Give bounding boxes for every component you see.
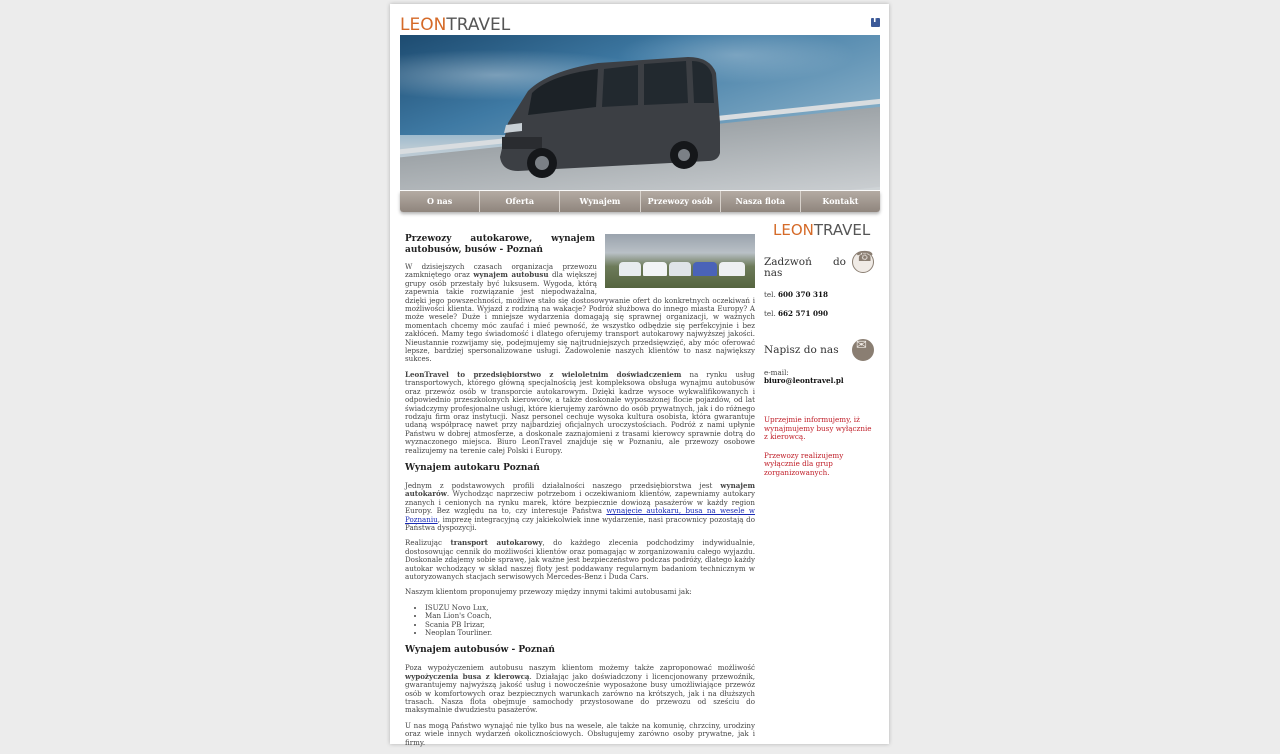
menu-item-wynajem[interactable]: Wynajem: [560, 191, 640, 212]
list-item: • Man Lion's Coach,: [425, 612, 755, 620]
menu-item-przewozy-osob[interactable]: Przewozy osób: [641, 191, 721, 212]
intro-paragraph: W dzisiejszych czasach organizacja przewozu zamkniętego oraz wynajem autobusu dla większej grupy osób przestały być luksusem. Wygoda, którą zapewnia takie rozwiązanie jest niepodważalna, dzięki jego powszechności, możliwe stało się dostosowywanie ofert do konkretnych oczekiwań i możliwości klienta. Wyjazd z rodziną na wakacje? Podróż służbowa do innego miasta Europy? A może wesele? Duże i mniejsze wydarzenia domagają się sprawnej organizacji, w ważnych momentach chcemy móc zaufać i mieć pewność, że wszystko odbędzie się perfekcyjnie i bez zakłóceń. Mamy tego świadomość i dlatego oferujemy transport autokarowy najwyższej jakości. Nieustannie rozwijamy się, podejmujemy się najtrudniejszych przedsięwzięć, aby móc oferować lepsze, bardziej spersonalizowane usługi. Zadowolenie naszych klientów to nasz największy sukces.: [405, 262, 755, 364]
email-label: e-mail:: [764, 367, 789, 377]
van-image: [488, 53, 723, 181]
phone-2[interactable]: tel. 662 571 090: [764, 309, 829, 319]
notice-driver: Uprzejmie informujemy, iż wynajmujemy busy wyłącznie z kierowcą.: [764, 414, 872, 442]
section-heading-autobusy: Wynajem autobusów - Poznań: [405, 645, 555, 656]
menu-item-o-nas[interactable]: O nas: [400, 191, 480, 212]
site-logo[interactable]: [400, 14, 510, 34]
bus-rental-paragraph: Poza wypożyczeniem autobusu naszym klientom możemy także zaproponować możliwość wypożyczenia busa z kierowcą. Działając jako doświadczony i licencjonowany przewoźnik, gwarantujemy najwyższą jakość usług i nowocześnie wyposażone busy umożliwiające przewóz osób w komfortowych oraz bezpiecznych warunkach zarówno na krótszych, jak i na dłuższych trasach. Nasza flota obejmuje samochody przystosowane do przewozu od sześciu do maksymalnie dwudziestu pasażerów.: [405, 663, 755, 715]
section-heading-autokar: Wynajem autokaru Poznań: [405, 462, 540, 473]
buses-intro: Naszym klientom proponujemy przewozy między innymi takimi autobusami jak:: [405, 587, 692, 597]
transport-paragraph: Realizując transport autokarowy, do każdego zlecenia podchodzimy indywidualnie, dostosowując cennik do możliwości klientów oraz pomagając w zorganizowaniu całego wyjazdu. Doskonale zdajemy sobie sprawę, jak ważne jest bezpieczeństwo podczas podróży, dlatego każdy autokar wchodzący w skład naszej floty jest poddawany regularnym badaniom technicznym w autoryzowanych stacjach serwisowych Mercedes-Benz i Duda Cars.: [405, 538, 755, 581]
bus-list: [405, 604, 755, 638]
main-content: [405, 234, 755, 754]
page-container: [390, 4, 889, 747]
main-menu: [400, 191, 880, 212]
notice-groups: Przewozy realizujemy wyłącznie dla grup zorganizowanych.: [764, 450, 844, 477]
fleet-photo: [605, 234, 755, 288]
sidebar-logo[interactable]: LEONTRAVEL: [773, 221, 871, 239]
logo-travel: TRAVEL: [446, 15, 511, 35]
list-item: • ISUZU Novo Lux,: [425, 604, 755, 612]
list-item: • Scania PB Irizar,: [425, 621, 755, 629]
email-address[interactable]: biuro@leontravel.pl: [764, 376, 844, 386]
events-paragraph: U nas mogą Państwo wynająć nie tylko bus na wesele, ale także na komunię, chrzciny, urodziny oraz wiele innych wydarzeń okolicznościowych. Obsługujemy zarówno osoby prywatne, jak i firmy.: [405, 720, 755, 747]
hero-banner: [400, 35, 880, 190]
mail-icon: [852, 339, 874, 361]
sidebar: [764, 221, 874, 478]
menu-item-nasza-flota[interactable]: Nasza flota: [721, 191, 801, 212]
menu-item-kontakt[interactable]: Kontakt: [822, 196, 859, 206]
logo-leon: LEON: [400, 15, 447, 35]
wedding-rental-link[interactable]: wynajęcie autokaru, busa na wesele w Poznaniu: [405, 506, 756, 524]
list-item: • Neoplan Tourliner.: [425, 629, 755, 637]
write-heading: Napisz do nas: [764, 343, 839, 356]
autokar-paragraph: Jednym z podstawowych profili działalności naszego przedsiębiorstwa jest wynajem autokarów. Wychodząc naprzeciw potrzebom i oczekiwaniom klientów, zapewniamy autokary znanych i cenionych na rynku marek, które bezpiecznie dowiozą pasażerów w każdy region Europy. Bez względu na to, czy interesuje Państwa wynajęcie autokaru, busa na wesele w Poznaniu, imprezę integracyjną czy jakiekolwiek inne wydarzenie, nasi pracownicy pozostają do Państwa dyspozycji.: [405, 480, 756, 532]
page-title: Przewozy autokarowe, wynajem autobusów, busów - Poznań: [405, 234, 595, 255]
call-heading: Zadzwoń do nas: [764, 255, 846, 279]
phone-1[interactable]: tel. 600 370 318: [764, 289, 829, 299]
phone-icon: [852, 251, 874, 273]
facebook-icon[interactable]: [871, 18, 880, 27]
company-paragraph: LeonTravel to przedsiębiorstwo z wieloletnim doświadczeniem na rynku usług transportowych, którego główną specjalnością jest kompleksowa obsługa wynajmu autobusów oraz przewóz osób w transporcie autokarowym. Dzięki kadrze wysoce wykwalifikowanych i odpowiednio przeszkolonych kierowców, a także doskonale wyposażonej flocie pojazdów, od lat świadczymy profesjonalne usługi, które kierujemy zarówno do osób prywatnych, jak i do różnego rodzaju firm oraz instytucji. Nasz personel cechuje wysoka kultura osobista, która gwarantuje udaną współpracę nawet przy najbardziej oficjalnych uroczystościach. Podróż z nami upłynie Państwu w dobrej atmosferze, a doskonale zaznajomieni z trasami kierowcy sprawnie dotrą do wyznaczonego miejsca. Biuro LeonTravel znajduje się w Poznaniu, ale przewozy osobowe realizujemy na terenie całej Polski i Europy.: [405, 369, 755, 455]
menu-item-oferta[interactable]: Oferta: [480, 191, 560, 212]
